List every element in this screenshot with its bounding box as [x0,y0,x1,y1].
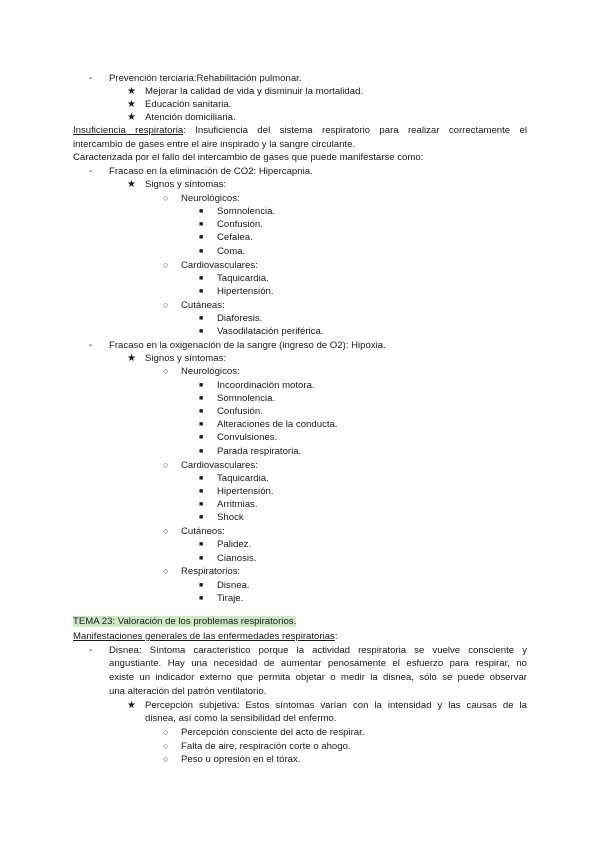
text-line [217,379,315,392]
line-text: Convulsiones. [217,432,278,443]
star-bullet-icon: ★ [127,86,136,97]
text-line [217,272,269,285]
line-text: una alteración del patrón ventilatorio. [109,686,267,697]
text-line [217,579,250,592]
square-bullet-icon: ■ [199,328,204,335]
dash-bullet: - [89,73,93,84]
line-text: Disnea: Síntoma característico porque la actividad respiratoria se vuelve consciente y [109,645,527,656]
line-text: Tiraje. [217,593,244,604]
line-text: Hipertensión. [217,486,274,497]
square-bullet-icon: ■ [199,555,204,562]
square-bullet-icon: ■ [199,434,204,441]
square-bullet-icon: ■ [199,408,204,415]
circle-bullet-icon: ○ [163,260,169,270]
line-text: Neurológicos: [181,193,240,204]
line-text: Cutáneas: [181,300,225,311]
square-bullet-icon: ■ [199,421,204,428]
text-line [181,726,364,739]
text-line [73,138,355,151]
square-bullet-icon: ■ [199,541,204,548]
text-line [217,312,262,325]
square-bullet-icon: ■ [199,475,204,482]
text-line [217,485,274,498]
line-text: Taquicardia. [217,273,269,284]
line-text: Peso u opresión en el tórax. [181,754,301,765]
square-bullet-icon: ■ [199,382,204,389]
line-text: intercambio de gases entre el aire inspirado y la sangre circulante. [73,139,356,150]
line-text: Mejorar la calidad de vida y disminuir la mortalidad. [145,86,364,97]
dash-bullet: - [89,166,93,177]
line-text: disnea, así como la sensibilidad del enfermo. [145,713,337,724]
circle-bullet-icon: ○ [163,566,169,576]
line-text: Vasodilatación periférica. [217,326,324,337]
line-text: Diaforesis. [217,313,263,324]
text-line [181,525,225,538]
text-line [181,365,240,378]
text-line [217,498,258,511]
line-text: Alteraciones de la conducta. [217,419,338,430]
circle-bullet-icon: ○ [163,727,169,737]
star-bullet-icon: ★ [127,99,136,110]
text-line [181,459,258,472]
line-text: Respiratorios: [181,566,241,577]
line-text: Cianosis. [217,553,257,564]
text-line [73,124,527,137]
text-line [217,538,251,551]
text-line [217,511,244,524]
text-line [109,644,527,657]
line-text: Atención domiciliaria. [145,112,236,123]
text-line [217,472,269,485]
section-heading: TEMA 23: Valoración de los problemas respiratorios. [73,616,297,627]
text-line [217,592,243,605]
text-line [217,205,275,218]
text-line [73,615,296,628]
text-line [181,753,300,766]
text-line [217,231,253,244]
text-line [145,98,231,111]
line-text: Fracaso en la eliminación de CO2: Hipercapnia. [109,166,313,177]
line-text: Somnolencia. [217,393,276,404]
square-bullet-icon: ■ [199,501,204,508]
line-text: Signos y síntomas: [145,179,227,190]
square-bullet-icon: ■ [199,208,204,215]
underlined-term: Insuficiencia respiratoria [73,125,184,136]
line-text: : [334,631,338,642]
text-line [217,325,323,338]
square-bullet-icon: ■ [199,315,204,322]
square-bullet-icon: ■ [199,395,204,402]
line-text: Hipertensión. [217,286,274,297]
text-line [109,657,527,670]
line-text: : Insuficiencia del sistema respiratorio para realizar correctamente el [183,125,527,136]
square-bullet-icon: ■ [199,288,204,295]
square-bullet-icon: ■ [199,582,204,589]
line-text: Incoordinación motora. [217,380,315,391]
text-line [109,72,302,85]
line-text: Caracterizada por el fallo del intercambio de gases que puede manifestarse como: [73,152,424,163]
text-line [217,392,275,405]
line-text: Coma. [217,246,246,257]
text-line [217,405,263,418]
text-line [217,431,277,444]
dash-bullet: - [89,340,93,351]
line-text: Prevención terciaria:Rehabilitación pulmonar. [109,73,302,84]
line-text: Signos y síntomas: [145,353,227,364]
text-line [217,418,338,431]
text-line [181,565,240,578]
line-text: Disnea. [217,580,250,591]
text-line [109,165,313,178]
text-line [73,151,423,164]
star-bullet-icon: ★ [127,700,136,711]
square-bullet-icon: ■ [199,234,204,241]
line-text: Cefalea. [217,232,253,243]
circle-bullet-icon: ○ [163,754,169,764]
line-text: Fracaso en la oxigenación de la sangre (ingreso de O2): Hipoxia. [109,340,386,351]
text-line [109,685,266,698]
dash-bullet: - [89,645,93,656]
square-bullet-icon: ■ [199,595,204,602]
line-text: Palidez. [217,539,252,550]
line-text: existe un indicador externo que permita objetar o medir la disnea, sólo se puede observar [109,672,527,683]
line-text: Falta de aire, respiración corte o ahogo. [181,741,351,752]
text-line [217,285,274,298]
line-text: Educación sanitaria. [145,99,232,110]
line-text: Neurológicos: [181,366,240,377]
underlined-term: Manifestaciones generales de las enfermedades respiratorias [73,631,335,642]
line-text: Confusión. [217,219,263,230]
line-text: Arritmias. [217,499,258,510]
star-bullet-icon: ★ [127,112,136,123]
square-bullet-icon: ■ [199,488,204,495]
text-line [217,445,301,458]
square-bullet-icon: ■ [199,448,204,455]
circle-bullet-icon: ○ [163,741,169,751]
line-text: angustiante. Hay una necesidad de aumentar penosamente el esfuerzo para respirar, no [109,658,527,669]
circle-bullet-icon: ○ [163,300,169,310]
line-text: Percepción consciente del acto de respirar. [181,727,365,738]
line-text: Taquicardia. [217,473,269,484]
text-line [181,259,258,272]
line-text: Cardiovasculares: [181,460,258,471]
line-text: Shock [217,512,244,523]
text-line [181,299,225,312]
text-line [145,712,336,725]
star-bullet-icon: ★ [127,179,136,190]
circle-bullet-icon: ○ [163,526,169,536]
text-line [109,671,527,684]
square-bullet-icon: ■ [199,275,204,282]
line-text: Cutáneos: [181,526,225,537]
square-bullet-icon: ■ [199,221,204,228]
circle-bullet-icon: ○ [163,460,169,470]
text-line [109,339,386,352]
circle-bullet-icon: ○ [163,193,169,203]
line-text: Somnolencia. [217,206,276,217]
text-line [181,740,351,753]
text-line [73,630,338,643]
line-text: Percepción subjetiva: Estos síntomas varían con la intensidad y las causas de la [145,700,527,711]
star-bullet-icon: ★ [127,353,136,364]
text-line [145,352,226,365]
text-line [145,85,363,98]
line-text: Confusión. [217,406,263,417]
text-line [217,218,263,231]
text-line [181,192,240,205]
square-bullet-icon: ■ [199,514,204,521]
line-text: Cardiovasculares: [181,260,258,271]
text-line [145,178,226,191]
line-text: Parada respiratoria. [217,446,302,457]
text-line [145,699,527,712]
text-line [217,552,256,565]
circle-bullet-icon: ○ [163,366,169,376]
square-bullet-icon: ■ [199,248,204,255]
text-line [217,245,245,258]
text-line [145,111,236,124]
